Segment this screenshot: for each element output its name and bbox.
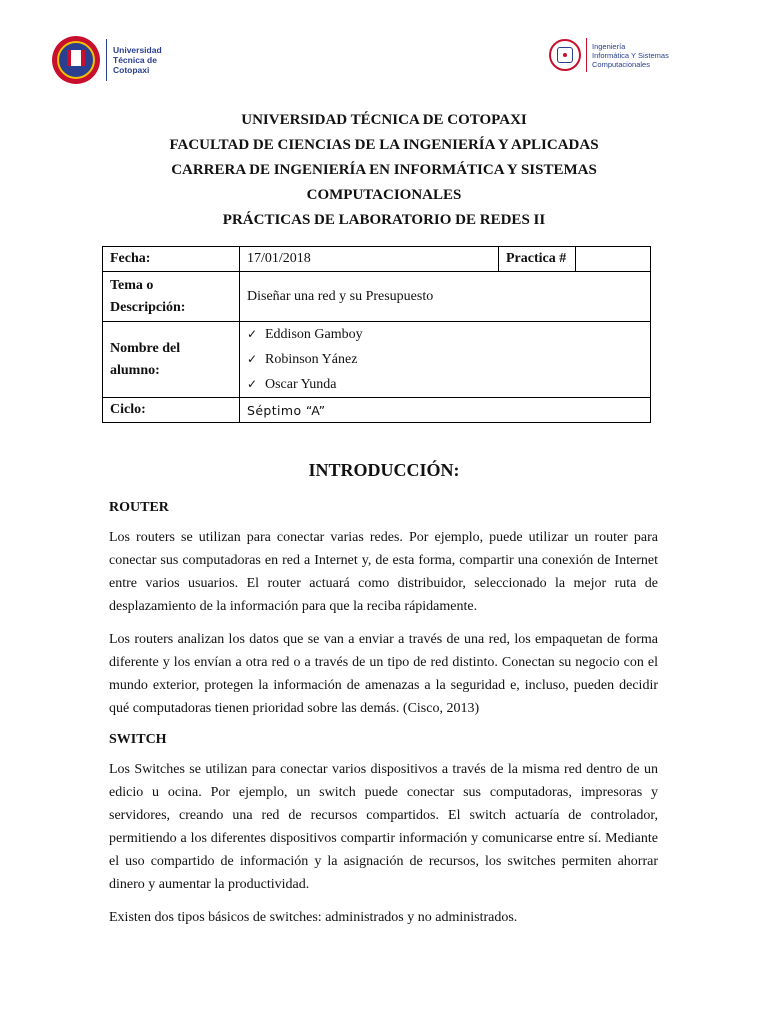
practica-label: Practica # [499,247,576,272]
table-row-ciclo [103,398,651,423]
utc-logo [52,36,162,84]
student-name: Oscar Yunda [265,377,337,392]
tema-value: Diseñar una red y su Presupuesto [240,272,651,322]
router-paragraph-1: Los routers se utilizan para conectar varias redes. Por ejemplo, puede utilizar un router para conectar sus computadoras en red a Internet y, de esta forma, compartir una conexión de Internet entre varios usuarios. El router actuará como distribuidor, seleccionado la mejor ruta de desplazamiento de la información para que la reciba rápidamente. [109,530,658,614]
list-item [247,372,643,397]
header-career: CARRERA DE INGENIERÍA EN INFORMÁTICA Y SISTEMAS [171,162,597,178]
fecha-value: 17/01/2018 [240,247,499,272]
practice-info-table [102,246,651,423]
header-university: UNIVERSIDAD TÉCNICA DE COTOPAXI [241,112,527,128]
utc-logo-line-2: Técnica de [113,55,157,65]
switch-heading: SWITCH [109,732,167,747]
checkmark-icon: ✓ [247,352,258,366]
checkmark-icon: ✓ [247,377,258,391]
fecha-label: Fecha: [103,247,240,272]
career-logo [549,38,669,72]
seal-ring [57,41,95,79]
career-logo-line-1: Ingeniería [592,41,626,51]
document-header [100,108,668,233]
intro-title: INTRODUCCIÓN: [308,460,460,480]
career-logo-text [592,42,669,69]
career-logo-line-3: Computacionales [592,59,650,69]
switch-paragraph-2: Existen dos tipos básicos de switches: administrados y no administrados. [109,910,518,925]
table-row-fecha [103,247,651,272]
header-career-cont: COMPUTACIONALES [306,187,462,203]
document-body [109,498,658,939]
practica-value [576,247,651,272]
student-name: Robinson Yánez [265,352,358,367]
utc-logo-line-3: Cotopaxi [113,65,150,75]
table-row-tema [103,272,651,322]
student-list [247,322,643,397]
student-name: Eddison Gamboy [265,327,363,342]
university-seal-icon [52,36,100,84]
seal-emblem [67,50,85,66]
tema-label-line-2: Descripción: [110,299,186,315]
ciclo-value: Séptimo “A” [240,398,651,423]
ciclo-label: Ciclo: [103,398,240,423]
logo-divider [106,39,107,81]
tema-label-line-1: Tema o [110,277,154,293]
tema-label [103,272,240,322]
logo-divider-right [586,38,587,72]
list-item [247,347,643,372]
nombre-label [103,322,240,398]
utc-logo-line-1: Universidad [113,45,162,55]
table-row-nombre [103,322,651,398]
switch-paragraph-1: Los Switches se utilizan para conectar varios dispositivos a través de la misma red dentro de un edicio u ocina. Por ejemplo, un switch puede conectar sus computadoras, impresoras y servidores, creando una red de recursos compartidos. El switch actuaría de controlador, permitiendo a los diferentes dispositivos compartir información y comunicarse entre sí. Mediante el uso compartido de información y la asignación de recursos, los switches permiten ahorrar dinero y aumentar la productividad. [109,762,658,892]
router-heading: ROUTER [109,500,169,515]
utc-logo-text [113,45,162,75]
students-cell [240,322,651,398]
network-emblem-icon [549,39,581,71]
header-faculty: FACULTAD DE CIENCIAS DE LA INGENIERÍA Y APLICADAS [169,137,599,153]
nombre-label-line-2: alumno: [110,362,160,378]
header-practice: PRÁCTICAS DE LABORATORIO DE REDES II [222,212,546,228]
nombre-label-line-1: Nombre del [110,340,181,356]
router-paragraph-2: Los routers analizan los datos que se van a enviar a través de una red, los empaquetan de forma diferente y los envían a otra red o a través de un tipo de red distinto. Conectan su negocio con el mundo exterior, protegen la información de amenazas a la seguridad e, incluso, pueden decidir qué computadoras tienen prioridad sobre las demás. (Cisco, 2013) [109,632,658,716]
career-logo-line-2: Informática Y Sistemas [592,50,669,60]
checkmark-icon: ✓ [247,327,258,341]
emblem-network-shape [557,47,573,63]
list-item [247,322,643,347]
